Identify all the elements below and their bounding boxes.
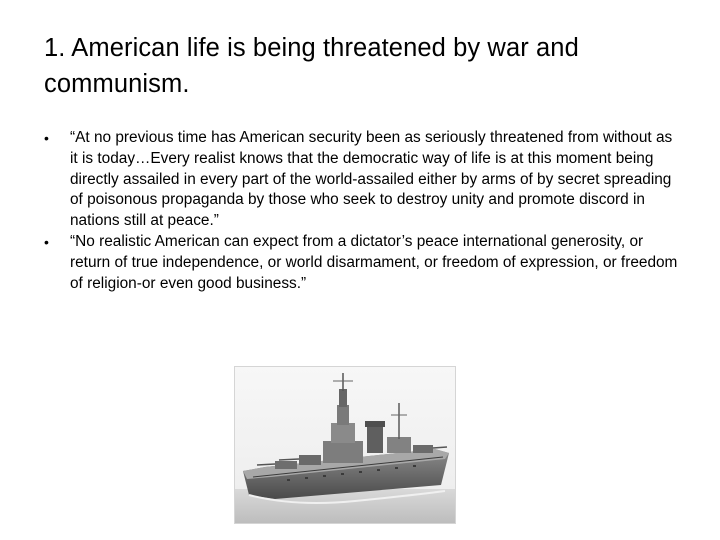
bullet-text: “No realistic American can expect from a dictator’s peace international generosity, or return of true independence, or world disarmament, or freedom of expression, or freedom of religion-or even good business.” <box>70 232 678 292</box>
battleship-photo <box>234 366 456 524</box>
battleship-illustration <box>235 367 455 523</box>
bullet-list <box>44 128 684 294</box>
bullet-marker: • <box>44 130 49 146</box>
bullet-item <box>44 128 684 232</box>
slide-title: 1. American life is being threatened by war and communism. <box>44 34 579 98</box>
bullet-marker: • <box>44 233 49 250</box>
bullet-text: “At no previous time has American security been as seriously threatened from without as it is today…Every realist knows that the democratic way of life is at this moment being directly assailed in every part of the world-assailed either by arms of by secret spreading of poisonous propaganda by those who seek to destroy unity and promote discord in nations still at peace.” <box>70 129 673 230</box>
bullet-item <box>44 232 684 294</box>
